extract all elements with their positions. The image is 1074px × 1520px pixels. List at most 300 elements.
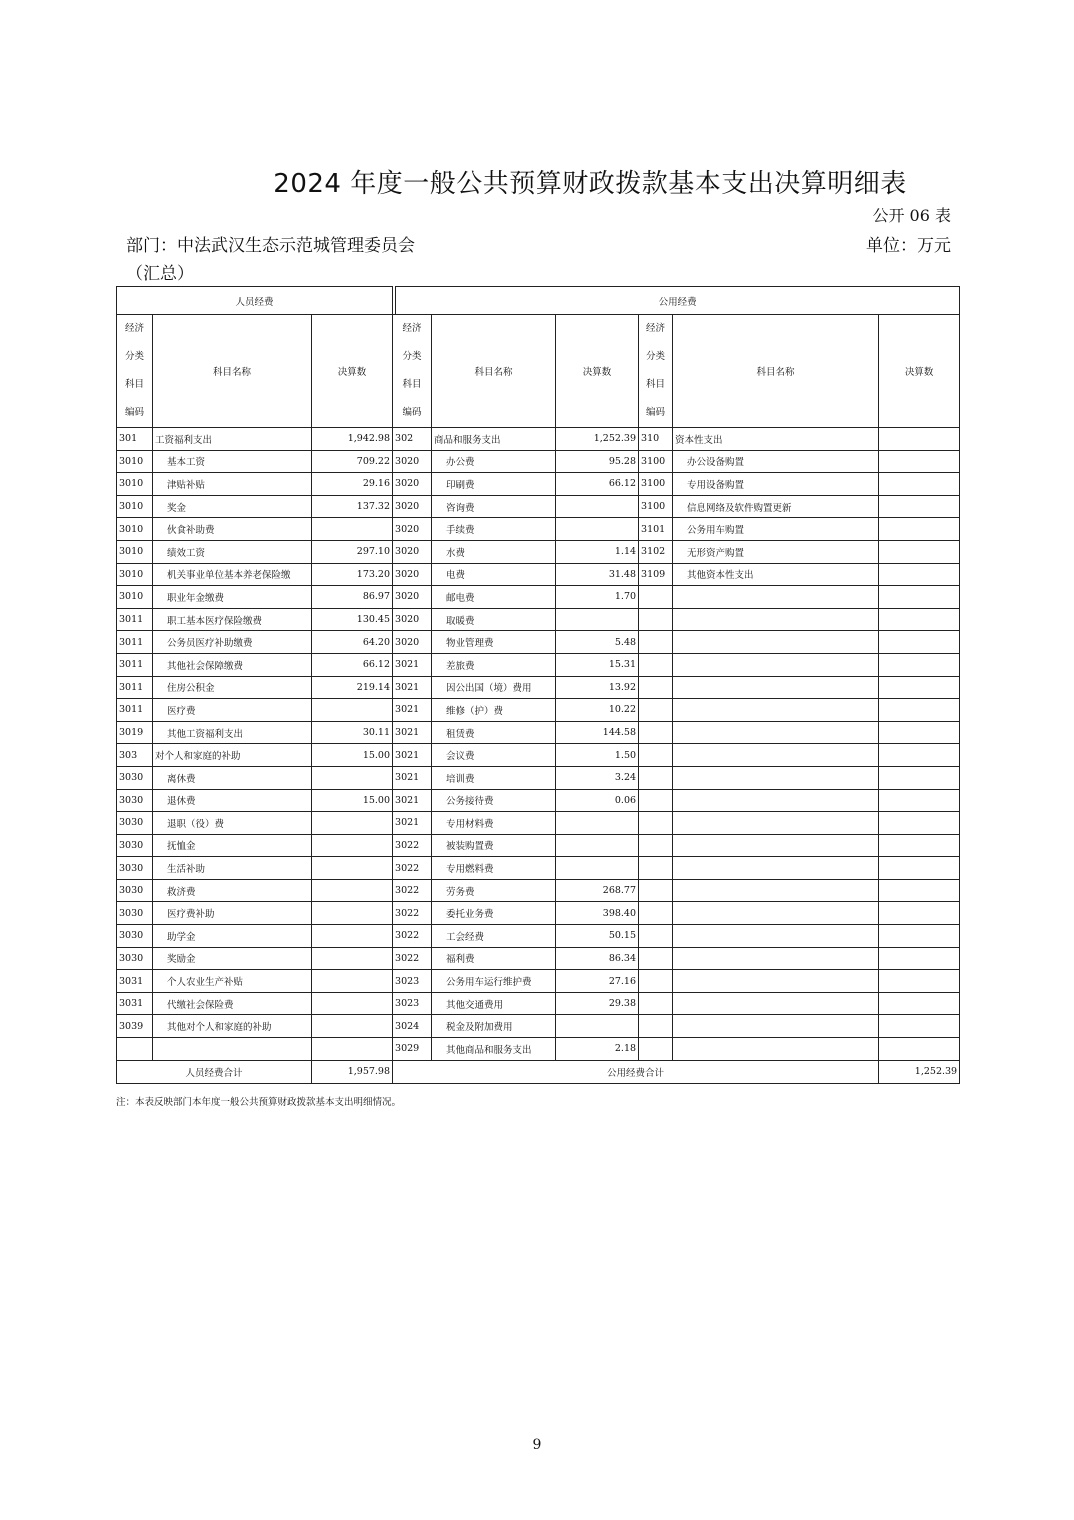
personnel-code: 303	[117, 744, 153, 767]
table-row	[117, 1015, 960, 1038]
capital-item-name	[673, 902, 879, 925]
personnel-item-name: 绩效工资	[153, 540, 312, 563]
table-row	[117, 450, 960, 473]
table-row	[117, 1038, 960, 1061]
capital-amount	[879, 495, 960, 518]
table-row	[117, 495, 960, 518]
capital-amount	[879, 857, 960, 880]
public-item-name: 取暖费	[432, 608, 556, 631]
capital-amount	[879, 970, 960, 993]
capital-code	[639, 1038, 673, 1061]
personnel-amount: 64.20	[312, 631, 393, 654]
public-amount: 27.16	[556, 970, 639, 993]
personnel-code: 3030	[117, 857, 153, 880]
table-row	[117, 744, 960, 767]
capital-item-name	[673, 970, 879, 993]
public-amount	[556, 495, 639, 518]
personnel-item-name: 救济费	[153, 879, 312, 902]
public-item-name: 税金及附加费用	[432, 1015, 556, 1038]
personnel-item-name: 退职（役）费	[153, 812, 312, 835]
public-code: 3029	[393, 1038, 432, 1061]
capital-code	[639, 925, 673, 948]
public-amount: 66.12	[556, 473, 639, 496]
capital-code	[639, 970, 673, 993]
personnel-item-name: 退休费	[153, 789, 312, 812]
personnel-code: 3010	[117, 540, 153, 563]
personnel-amount: 86.97	[312, 586, 393, 609]
capital-amount	[879, 766, 960, 789]
personnel-code	[117, 1038, 153, 1061]
public-code: 3021	[393, 699, 432, 722]
capital-item-name	[673, 586, 879, 609]
capital-code	[639, 1015, 673, 1038]
personnel-amount: 219.14	[312, 676, 393, 699]
public-code: 3020	[393, 586, 432, 609]
table-row	[117, 563, 960, 586]
personnel-item-name: 职业年金缴费	[153, 586, 312, 609]
personnel-code: 3019	[117, 721, 153, 744]
personnel-amount	[312, 947, 393, 970]
table-row	[117, 925, 960, 948]
public-item-name: 因公出国（境）费用	[432, 676, 556, 699]
public-code: 3021	[393, 676, 432, 699]
personnel-item-name: 津贴补贴	[153, 473, 312, 496]
public-total-value: 1,252.39	[879, 1060, 960, 1083]
capital-code: 3100	[639, 473, 673, 496]
public-code: 3022	[393, 834, 432, 857]
public-amount	[556, 812, 639, 835]
capital-code: 3100	[639, 495, 673, 518]
public-item-name: 被装购置费	[432, 834, 556, 857]
capital-code: 3109	[639, 563, 673, 586]
personnel-amount: 137.32	[312, 495, 393, 518]
capital-item-name	[673, 676, 879, 699]
personnel-amount: 15.00	[312, 789, 393, 812]
personnel-item-name: 伙食补助费	[153, 518, 312, 541]
public-code: 3020	[393, 518, 432, 541]
table-row	[117, 879, 960, 902]
personnel-code: 301	[117, 428, 153, 451]
personnel-code: 3010	[117, 563, 153, 586]
public-item-name: 邮电费	[432, 586, 556, 609]
personnel-amount: 15.00	[312, 744, 393, 767]
capital-item-name	[673, 834, 879, 857]
capital-item-name: 公务用车购置	[673, 518, 879, 541]
page-title: 2024 年度一般公共预算财政拨款基本支出决算明细表	[273, 169, 907, 199]
table-row	[117, 540, 960, 563]
capital-amount	[879, 789, 960, 812]
public-item-name: 维修（护）费	[432, 699, 556, 722]
personnel-amount	[312, 834, 393, 857]
personnel-code: 3010	[117, 586, 153, 609]
capital-amount	[879, 450, 960, 473]
capital-code	[639, 857, 673, 880]
capital-item-name: 办公设备购置	[673, 450, 879, 473]
public-item-name: 商品和服务支出	[432, 428, 556, 451]
personnel-amount: 709.22	[312, 450, 393, 473]
capital-code	[639, 676, 673, 699]
table-row	[117, 992, 960, 1015]
public-code: 3020	[393, 608, 432, 631]
public-item-name: 会议费	[432, 744, 556, 767]
capital-item-name	[673, 721, 879, 744]
public-item-name: 工会经费	[432, 925, 556, 948]
public-code: 3022	[393, 857, 432, 880]
personnel-code: 3031	[117, 970, 153, 993]
group-header-row	[117, 287, 960, 315]
personnel-item-name: 医疗费	[153, 699, 312, 722]
capital-item-name	[673, 1015, 879, 1038]
col-name-header: 科目名称	[673, 315, 879, 428]
capital-item-name	[673, 699, 879, 722]
col-code-header: 经济 分类 科目 编码	[117, 315, 153, 428]
public-item-name: 电费	[432, 563, 556, 586]
public-amount	[556, 1015, 639, 1038]
capital-item-name	[673, 947, 879, 970]
capital-item-name	[673, 766, 879, 789]
public-item-name: 其他商品和服务支出	[432, 1038, 556, 1061]
personnel-amount	[312, 699, 393, 722]
capital-item-name: 信息网络及软件购置更新	[673, 495, 879, 518]
public-amount: 1.50	[556, 744, 639, 767]
personnel-amount: 66.12	[312, 653, 393, 676]
public-item-name: 公务接待费	[432, 789, 556, 812]
expenditure-table	[116, 286, 960, 1084]
personnel-code: 3010	[117, 518, 153, 541]
personnel-item-name: 工资福利支出	[153, 428, 312, 451]
personnel-item-name: 抚恤金	[153, 834, 312, 857]
table-row	[117, 631, 960, 654]
capital-item-name: 其他资本性支出	[673, 563, 879, 586]
public-code: 3020	[393, 563, 432, 586]
capital-item-name	[673, 789, 879, 812]
capital-item-name	[673, 1038, 879, 1061]
capital-amount	[879, 925, 960, 948]
personnel-amount: 30.11	[312, 721, 393, 744]
public-amount: 13.92	[556, 676, 639, 699]
table-row	[117, 428, 960, 451]
personnel-item-name: 职工基本医疗保险缴费	[153, 608, 312, 631]
unit-label: 单位：万元	[866, 236, 951, 256]
public-amount	[556, 857, 639, 880]
public-item-name: 物业管理费	[432, 631, 556, 654]
table-row	[117, 789, 960, 812]
public-code: 3020	[393, 631, 432, 654]
capital-code	[639, 586, 673, 609]
personnel-total-label: 人员经费合计	[117, 1060, 312, 1083]
capital-item-name	[673, 631, 879, 654]
public-amount: 50.15	[556, 925, 639, 948]
public-amount	[556, 834, 639, 857]
public-code: 3020	[393, 450, 432, 473]
public-item-name: 福利费	[432, 947, 556, 970]
public-code: 3023	[393, 992, 432, 1015]
public-amount: 1.14	[556, 540, 639, 563]
public-item-name: 其他交通费用	[432, 992, 556, 1015]
table-row	[117, 902, 960, 925]
personnel-code: 3030	[117, 766, 153, 789]
capital-item-name	[673, 857, 879, 880]
public-amount: 3.24	[556, 766, 639, 789]
table-number: 公开 06 表	[872, 206, 951, 225]
personnel-item-name: 其他对个人和家庭的补助	[153, 1015, 312, 1038]
capital-code	[639, 721, 673, 744]
capital-item-name: 专用设备购置	[673, 473, 879, 496]
capital-code	[639, 744, 673, 767]
capital-code	[639, 902, 673, 925]
personnel-amount: 173.20	[312, 563, 393, 586]
capital-code: 3101	[639, 518, 673, 541]
col-code-header: 经济 分类 科目 编码	[393, 315, 432, 428]
capital-code	[639, 631, 673, 654]
col-amount-header: 决算数	[879, 315, 960, 428]
public-code: 3022	[393, 925, 432, 948]
personnel-amount	[312, 857, 393, 880]
capital-code	[639, 992, 673, 1015]
capital-item-name	[673, 653, 879, 676]
capital-code	[639, 699, 673, 722]
personnel-item-name: 奖励金	[153, 947, 312, 970]
public-code: 3021	[393, 653, 432, 676]
table-row	[117, 473, 960, 496]
personnel-amount	[312, 925, 393, 948]
table-row	[117, 653, 960, 676]
capital-amount	[879, 518, 960, 541]
table-row	[117, 699, 960, 722]
public-code: 3022	[393, 947, 432, 970]
capital-amount	[879, 834, 960, 857]
capital-item-name: 资本性支出	[673, 428, 879, 451]
public-item-name: 专用燃料费	[432, 857, 556, 880]
public-amount: 144.58	[556, 721, 639, 744]
capital-amount	[879, 879, 960, 902]
public-code: 3020	[393, 540, 432, 563]
capital-amount	[879, 699, 960, 722]
capital-amount	[879, 721, 960, 744]
capital-code	[639, 879, 673, 902]
personnel-code: 3010	[117, 473, 153, 496]
public-total-label: 公用经费合计	[393, 1060, 879, 1083]
capital-item-name	[673, 925, 879, 948]
capital-code	[639, 947, 673, 970]
capital-item-name	[673, 744, 879, 767]
capital-amount	[879, 586, 960, 609]
public-item-name: 劳务费	[432, 879, 556, 902]
public-code: 3023	[393, 970, 432, 993]
personnel-code: 3039	[117, 1015, 153, 1038]
personnel-item-name: 对个人和家庭的补助	[153, 744, 312, 767]
capital-item-name	[673, 812, 879, 835]
public-amount: 86.34	[556, 947, 639, 970]
personnel-code: 3030	[117, 879, 153, 902]
personnel-code: 3030	[117, 789, 153, 812]
public-item-name: 专用材料费	[432, 812, 556, 835]
public-code: 3021	[393, 721, 432, 744]
capital-code	[639, 766, 673, 789]
personnel-code: 3011	[117, 699, 153, 722]
capital-amount	[879, 563, 960, 586]
capital-amount	[879, 947, 960, 970]
capital-code	[639, 812, 673, 835]
public-code: 302	[393, 428, 432, 451]
capital-item-name	[673, 992, 879, 1015]
public-amount: 1,252.39	[556, 428, 639, 451]
public-item-name: 办公费	[432, 450, 556, 473]
column-header-row	[117, 315, 960, 428]
table-row	[117, 608, 960, 631]
public-item-name: 公务用车运行维护费	[432, 970, 556, 993]
personnel-code: 3011	[117, 631, 153, 654]
col-amount-header: 决算数	[312, 315, 393, 428]
col-name-header: 科目名称	[432, 315, 556, 428]
page-number: 9	[532, 1437, 542, 1453]
public-amount: 2.18	[556, 1038, 639, 1061]
personnel-amount: 1,942.98	[312, 428, 393, 451]
public-amount: 5.48	[556, 631, 639, 654]
capital-amount	[879, 812, 960, 835]
personnel-code: 3010	[117, 450, 153, 473]
personnel-amount	[312, 879, 393, 902]
capital-code: 3100	[639, 450, 673, 473]
personnel-item-name: 助学金	[153, 925, 312, 948]
personnel-item-name: 公务员医疗补助缴费	[153, 631, 312, 654]
personnel-amount	[312, 1015, 393, 1038]
table-body	[117, 428, 960, 1061]
personnel-amount	[312, 970, 393, 993]
public-item-name: 委托业务费	[432, 902, 556, 925]
public-code: 3021	[393, 812, 432, 835]
personnel-item-name: 离休费	[153, 766, 312, 789]
totals-row	[117, 1060, 960, 1083]
capital-amount	[879, 540, 960, 563]
public-item-name: 培训费	[432, 766, 556, 789]
col-amount-header: 决算数	[556, 315, 639, 428]
personnel-amount	[312, 812, 393, 835]
capital-amount	[879, 473, 960, 496]
personnel-code: 3030	[117, 925, 153, 948]
personnel-item-name: 奖金	[153, 495, 312, 518]
capital-code	[639, 653, 673, 676]
capital-code: 310	[639, 428, 673, 451]
table-row	[117, 766, 960, 789]
capital-code	[639, 834, 673, 857]
table-row	[117, 721, 960, 744]
table-row	[117, 947, 960, 970]
public-amount: 1.70	[556, 586, 639, 609]
public-code: 3021	[393, 789, 432, 812]
personnel-code: 3011	[117, 676, 153, 699]
col-code-header: 经济 分类 科目 编码	[639, 315, 673, 428]
public-code: 3020	[393, 495, 432, 518]
public-amount: 398.40	[556, 902, 639, 925]
capital-item-name: 无形资产购置	[673, 540, 879, 563]
personnel-amount	[312, 518, 393, 541]
capital-amount	[879, 1038, 960, 1061]
public-item-name: 咨询费	[432, 495, 556, 518]
personnel-amount: 297.10	[312, 540, 393, 563]
personnel-item-name: 住房公积金	[153, 676, 312, 699]
public-amount: 10.22	[556, 699, 639, 722]
capital-amount	[879, 631, 960, 654]
personnel-item-name	[153, 1038, 312, 1061]
table-row	[117, 586, 960, 609]
personnel-code: 3011	[117, 653, 153, 676]
personnel-item-name: 基本工资	[153, 450, 312, 473]
public-amount: 268.77	[556, 879, 639, 902]
capital-code	[639, 789, 673, 812]
table-row	[117, 857, 960, 880]
personnel-amount	[312, 992, 393, 1015]
public-code: 3020	[393, 473, 432, 496]
personnel-code: 3030	[117, 812, 153, 835]
personnel-amount	[312, 902, 393, 925]
capital-amount	[879, 902, 960, 925]
personnel-item-name: 生活补助	[153, 857, 312, 880]
col-name-header: 科目名称	[153, 315, 312, 428]
public-code: 3021	[393, 766, 432, 789]
capital-amount	[879, 653, 960, 676]
capital-code: 3102	[639, 540, 673, 563]
table-row	[117, 970, 960, 993]
capital-amount	[879, 744, 960, 767]
table-row	[117, 812, 960, 835]
scope-label: （汇总）	[126, 264, 194, 284]
personnel-item-name: 其他社会保障缴费	[153, 653, 312, 676]
personnel-item-name: 医疗费补助	[153, 902, 312, 925]
personnel-code: 3030	[117, 834, 153, 857]
public-item-name: 手续费	[432, 518, 556, 541]
capital-code	[639, 608, 673, 631]
capital-amount	[879, 676, 960, 699]
personnel-code: 3010	[117, 495, 153, 518]
public-code: 3021	[393, 744, 432, 767]
table-row	[117, 676, 960, 699]
personnel-code: 3011	[117, 608, 153, 631]
department-label: 部门：中法武汉生态示范城管理委员会	[126, 236, 415, 256]
public-code: 3022	[393, 902, 432, 925]
personnel-item-name: 其他工资福利支出	[153, 721, 312, 744]
personnel-amount: 29.16	[312, 473, 393, 496]
personnel-item-name: 个人农业生产补贴	[153, 970, 312, 993]
personnel-total-value: 1,957.98	[312, 1060, 393, 1083]
public-amount: 0.06	[556, 789, 639, 812]
table-row	[117, 834, 960, 857]
public-amount: 15.31	[556, 653, 639, 676]
personnel-amount: 130.45	[312, 608, 393, 631]
capital-amount	[879, 1015, 960, 1038]
personnel-code: 3031	[117, 992, 153, 1015]
personnel-amount	[312, 1038, 393, 1061]
public-code: 3024	[393, 1015, 432, 1038]
public-code: 3022	[393, 879, 432, 902]
public-item-name: 租赁费	[432, 721, 556, 744]
capital-amount	[879, 992, 960, 1015]
personnel-code: 3030	[117, 947, 153, 970]
table-row	[117, 518, 960, 541]
personnel-item-name: 机关事业单位基本养老保险缴	[153, 563, 312, 586]
personnel-amount	[312, 766, 393, 789]
capital-item-name	[673, 879, 879, 902]
capital-item-name	[673, 608, 879, 631]
footnote: 注：本表反映部门本年度一般公共预算财政拨款基本支出明细情况。	[116, 1097, 402, 1108]
public-amount	[556, 608, 639, 631]
group-public: 公用经费	[396, 287, 960, 315]
group-personnel: 人员经费	[117, 287, 393, 315]
personnel-item-name: 代缴社会保险费	[153, 992, 312, 1015]
public-item-name: 差旅费	[432, 653, 556, 676]
capital-amount	[879, 608, 960, 631]
personnel-code: 3030	[117, 902, 153, 925]
